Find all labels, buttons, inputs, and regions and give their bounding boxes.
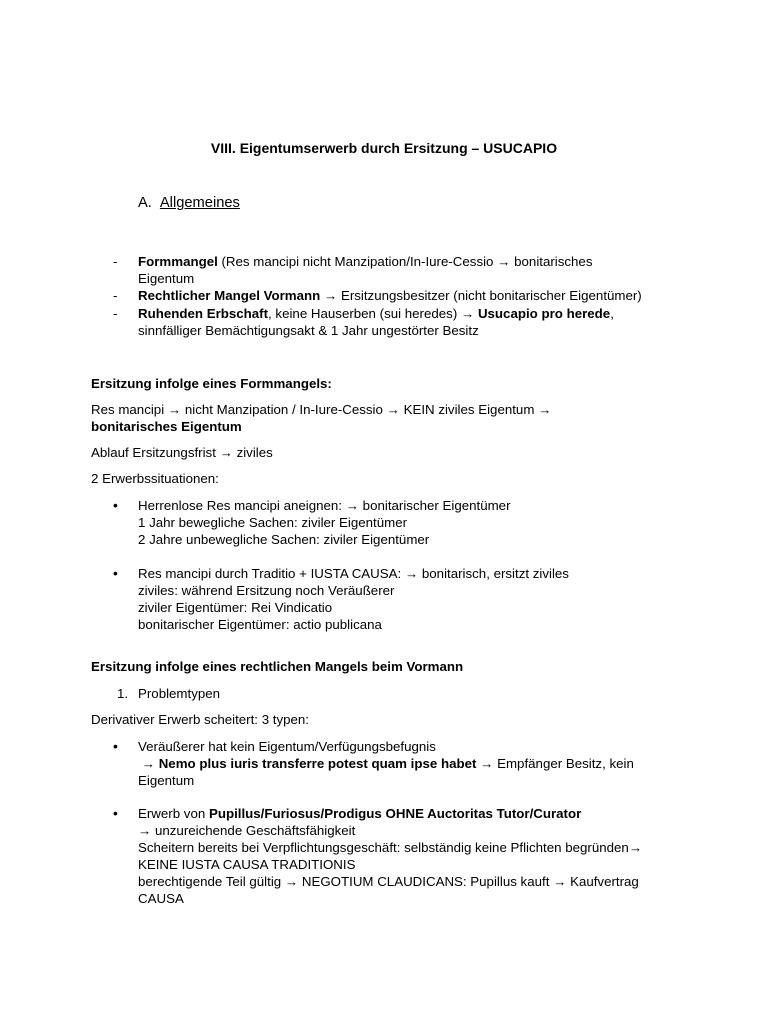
formmangel-bullet-2 xyxy=(138,565,698,633)
formmangel-heading xyxy=(91,375,691,392)
bullet-line: Empfänger Besitz, kein xyxy=(493,756,634,771)
dash-item-1-text2: Eigentum xyxy=(138,271,195,286)
dash-item-3 xyxy=(138,305,698,339)
section-a-text: Allgemeines xyxy=(159,195,240,211)
formmangel-p1-bold: bonitarisches Eigentum xyxy=(91,419,242,434)
dash-marker: - xyxy=(113,254,118,269)
dash-marker: - xyxy=(113,288,118,303)
bullet-line: Erwerb von xyxy=(138,806,209,821)
dash-item-2-bold: Rechtlicher Mangel Vormann xyxy=(138,288,321,303)
bullet-icon: • xyxy=(113,497,118,513)
dash-item-3-text: , keine Hauserben (sui heredes) → xyxy=(268,306,478,321)
vormann-heading-text: Ersitzung infolge eines rechtlichen Mangels beim Vormann xyxy=(91,659,464,674)
bullet-line: CAUSA xyxy=(138,891,184,906)
dash-item-2 xyxy=(138,287,698,304)
bullet-icon: • xyxy=(113,565,118,581)
dash-item-3-bold2: Usucapio pro herede xyxy=(477,306,611,321)
nemo-plus-bold: Nemo plus iuris transferre potest quam ipse habet → xyxy=(158,756,494,771)
numbered-label: 1. xyxy=(117,686,129,701)
formmangel-paragraph-1 xyxy=(91,401,691,435)
dash-item-1 xyxy=(138,253,698,287)
bullet-line: ziviler Eigentümer: Rei Vindicatio xyxy=(138,600,333,615)
dash-item-1-bold: Formmangel xyxy=(138,254,218,269)
bullet-line: 2 Jahre unbewegliche Sachen: ziviler Eigentümer xyxy=(138,532,430,547)
formmangel-p1-text: Res mancipi → nicht Manzipation / In-Iure-Cessio → KEIN ziviles Eigentum → xyxy=(91,402,552,417)
formmangel-paragraph-3: 2 Erwerbssituationen: xyxy=(91,471,219,486)
section-a-label: A. xyxy=(138,195,152,211)
vormann-bullet-2 xyxy=(138,805,708,907)
page-title: VIII. Eigentumserwerb durch Ersitzung – USUCAPIO xyxy=(210,140,558,156)
bullet-line: Veräußerer hat kein Eigentum/Verfügungsbefugnis xyxy=(138,739,436,754)
numbered-item-text: Problemtypen xyxy=(138,686,221,701)
bullet-line: Scheitern bereits bei Verpflichtungsgeschäft: selbständig keine Pflichten begründen→ xyxy=(138,840,643,855)
formmangel-paragraph-2: Ablauf Ersitzungsfrist → ziviles xyxy=(91,445,273,460)
vormann-bullet-1 xyxy=(138,738,698,789)
section-a-heading xyxy=(138,195,240,212)
bullet-line: Eigentum xyxy=(138,773,195,788)
dash-item-2-text: → Ersitzungsbesitzer (nicht bonitarischer Eigentümer) xyxy=(320,288,642,303)
dash-item-3-text2: sinnfälliger Bemächtigungsakt & 1 Jahr ungestörter Besitz xyxy=(138,323,479,338)
formmangel-bullet-1 xyxy=(138,497,698,548)
bullet-line: Res mancipi durch Traditio + IUSTA CAUSA: → bonitarisch, ersitzt ziviles xyxy=(138,566,569,581)
vormann-paragraph-1: Derivativer Erwerb scheitert: 3 typen: xyxy=(91,712,310,727)
dash-item-3-comma: , xyxy=(610,306,614,321)
bullet-arrow: → xyxy=(141,756,159,771)
bullet-line: KEINE IUSTA CAUSA TRADITIONIS xyxy=(138,857,356,872)
bullet-line: bonitarischer Eigentümer: actio publicana xyxy=(138,617,382,632)
formmangel-heading-text: Ersitzung infolge eines Formmangels: xyxy=(91,376,332,391)
dash-item-3-bold: Ruhenden Erbschaft xyxy=(138,306,269,321)
bullet-line: Herrenlose Res mancipi aneignen: → bonitarischer Eigentümer xyxy=(138,498,511,513)
bullet-line: berechtigende Teil gültig → NEGOTIUM CLAUDICANS: Pupillus kauft → Kaufvertrag xyxy=(138,874,639,889)
dash-marker: - xyxy=(113,306,118,321)
bullet-line: → unzureichende Geschäftsfähigkeit xyxy=(138,823,356,838)
bullet-line: ziviles: während Ersitzung noch Veräußerer xyxy=(138,583,395,598)
pupillus-bold: Pupillus/Furiosus/Prodigus OHNE Auctoritas Tutor/Curator xyxy=(208,806,582,821)
vormann-heading xyxy=(91,658,691,675)
bullet-icon: • xyxy=(113,805,118,821)
bullet-icon: • xyxy=(113,738,118,754)
bullet-line: 1 Jahr bewegliche Sachen: ziviler Eigentümer xyxy=(138,515,408,530)
dash-item-1-text: (Res mancipi nicht Manzipation/In-Iure-Cessio → bonitarisches xyxy=(217,254,593,269)
